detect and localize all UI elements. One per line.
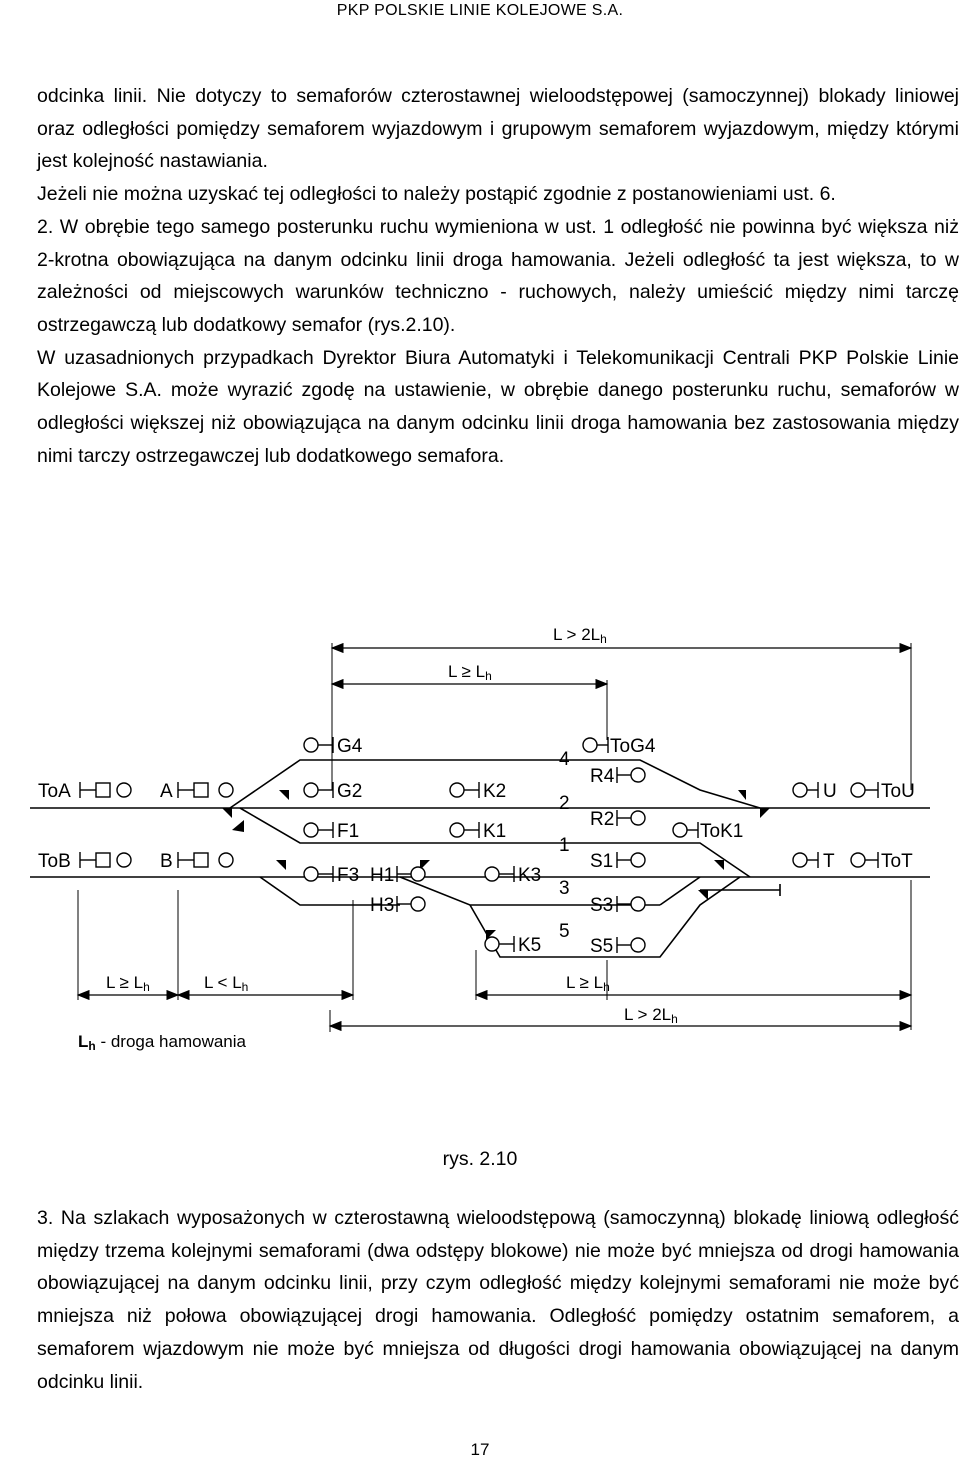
signal-ToA bbox=[80, 782, 131, 798]
svg-text:ToA: ToA bbox=[38, 781, 71, 802]
signal-S5 bbox=[617, 937, 645, 953]
paragraph-1: odcinka linii. Nie dotyczy to semaforów czterostawnej wieloodstępowej (samoczynnej) blokady liniowej oraz odległości pomiędzy semaforem wyjazdowym i grupowym semaforem wyjazdowym, między którymi jest kolejność nastawiania. bbox=[37, 85, 959, 173]
svg-text:ToU: ToU bbox=[881, 781, 915, 802]
signal-G2 bbox=[304, 782, 333, 798]
dimension-bottom-3 bbox=[476, 973, 911, 995]
dimension-top-inner bbox=[332, 662, 607, 740]
svg-text:R4: R4 bbox=[590, 766, 615, 787]
signal-ToK1 bbox=[673, 822, 698, 838]
svg-text:ToT: ToT bbox=[881, 851, 913, 872]
station-diagram bbox=[0, 600, 960, 1070]
signal-K3 bbox=[485, 866, 514, 882]
svg-text:L > 2Lh: L > 2Lh bbox=[553, 625, 607, 646]
svg-text:S1: S1 bbox=[590, 851, 614, 872]
paragraph-3: 2. W obrębie tego samego posterunku ruchu wymieniona w ust. 1 odległość nie powinna być większa niż 2-krotna obowiązująca na danym odcinku linii droga hamowania. Jeżeli odległość ta jest większa, to w zależności od miejscowych warunków techniczno - ruchowych, należy umieścić między nimi tarczę ostrzegawczą lub dodatkowy semafor (rys.2.10). bbox=[37, 215, 959, 336]
dimension-bottom-4 bbox=[330, 1005, 911, 1032]
svg-text:1: 1 bbox=[559, 835, 570, 856]
signal-T bbox=[793, 852, 818, 868]
paragraph-5: 3. Na szlakach wyposażonych w czterostawną wieloodstępową (samoczynną) blokadę liniową odległość między trzema kolejnymi semaforami (dwa odstępy blokowe) nie może być mniejsza od drogi hamowania obowiązującej na danym odcinku linii, przy czym odległość między kolejnymi semaforami nie może być mniejsza niż połowa obowiązującej drogi hamowania. Odległość pomiędzy ostatnim semaforem, a semaforem wjazdowym nie może być mniejsza od długości drogi hamowania obowiązującej na danym odcinku linii. bbox=[37, 1207, 959, 1393]
signal-K2 bbox=[450, 782, 479, 798]
svg-text:S5: S5 bbox=[590, 936, 614, 957]
svg-text:4: 4 bbox=[559, 749, 570, 770]
track-numbers bbox=[559, 749, 570, 942]
signal-ToT bbox=[851, 852, 878, 868]
svg-text:L < Lh: L < Lh bbox=[204, 973, 249, 994]
svg-text:2: 2 bbox=[559, 793, 570, 814]
svg-text:L ≥ Lh: L ≥ Lh bbox=[106, 973, 150, 994]
svg-text:G4: G4 bbox=[337, 736, 363, 757]
text-block-bottom bbox=[37, 1202, 959, 1398]
dimension-bottom-1 bbox=[78, 973, 178, 995]
svg-text:5: 5 bbox=[559, 921, 570, 942]
svg-text:B: B bbox=[160, 851, 173, 872]
text-block-top bbox=[37, 80, 959, 472]
legend bbox=[78, 1032, 247, 1053]
svg-text:K3: K3 bbox=[518, 865, 542, 886]
svg-text:S3: S3 bbox=[590, 895, 614, 916]
signal-U bbox=[793, 782, 818, 798]
svg-text:U: U bbox=[823, 781, 837, 802]
svg-text:K1: K1 bbox=[483, 821, 507, 842]
signal-S3 bbox=[617, 896, 645, 912]
svg-text:L ≥ Lh: L ≥ Lh bbox=[566, 973, 610, 994]
signal-A bbox=[178, 782, 233, 798]
signal-ToU bbox=[851, 782, 878, 798]
signal-B bbox=[178, 852, 233, 868]
page-number: 17 bbox=[470, 1440, 490, 1459]
signal-H1 bbox=[397, 866, 425, 882]
signal-R2 bbox=[617, 810, 645, 826]
paragraph-2: Jeżeli nie można uzyskać tej odległości to należy postąpić zgodnie z postanowieniami ust. 6. bbox=[37, 183, 836, 206]
svg-text:ToG4: ToG4 bbox=[610, 736, 656, 757]
signal-F1 bbox=[304, 822, 333, 838]
signal-labels bbox=[38, 736, 915, 957]
svg-text:H3: H3 bbox=[370, 895, 395, 916]
signal-K5 bbox=[485, 936, 514, 952]
signal-G4 bbox=[304, 737, 333, 753]
svg-text:K2: K2 bbox=[483, 781, 507, 802]
signal-R4 bbox=[617, 767, 645, 783]
dimension-top-outer bbox=[332, 625, 911, 790]
dimension-guides bbox=[78, 880, 911, 1030]
signal-ToB bbox=[80, 852, 131, 868]
svg-text:F3: F3 bbox=[337, 865, 360, 886]
svg-text:L > 2Lh: L > 2Lh bbox=[624, 1005, 678, 1026]
svg-text:H1: H1 bbox=[370, 865, 395, 886]
svg-text:Lh - droga hamowania: Lh - droga hamowania bbox=[78, 1032, 246, 1053]
svg-text:R2: R2 bbox=[590, 809, 615, 830]
svg-text:F1: F1 bbox=[337, 821, 360, 842]
svg-text:G2: G2 bbox=[337, 781, 363, 802]
signal-ToG4 bbox=[583, 737, 608, 753]
page-header: PKP POLSKIE LINIE KOLEJOWE S.A. bbox=[336, 2, 624, 19]
signal-H3 bbox=[397, 896, 425, 912]
dimension-bottom-2 bbox=[178, 973, 353, 995]
svg-text:3: 3 bbox=[559, 878, 570, 899]
signal-S1 bbox=[617, 852, 645, 868]
svg-text:A: A bbox=[160, 781, 173, 802]
figure-caption: rys. 2.10 bbox=[442, 1148, 518, 1170]
svg-text:K5: K5 bbox=[518, 935, 542, 956]
svg-text:ToB: ToB bbox=[38, 851, 71, 872]
paragraph-4: W uzasadnionych przypadkach Dyrektor Biura Automatyki i Telekomunikacji Centrali PKP Polskie Linie Kolejowe S.A. może wyrazić zgodę na ustawienie, w obrębie danego posterunku ruchu, semaforów w odległości większej niż obowiązująca na danym odcinku linii droga hamowania bez zastosowania między nimi tarczy ostrzegawczej lub dodatkowego semafora. bbox=[37, 346, 959, 467]
svg-text:L ≥ Lh: L ≥ Lh bbox=[448, 662, 492, 683]
switch-markers bbox=[222, 790, 770, 940]
signal-K1 bbox=[450, 822, 479, 838]
svg-text:T: T bbox=[823, 851, 835, 872]
signal-F3 bbox=[304, 866, 333, 882]
svg-text:ToK1: ToK1 bbox=[700, 821, 744, 842]
